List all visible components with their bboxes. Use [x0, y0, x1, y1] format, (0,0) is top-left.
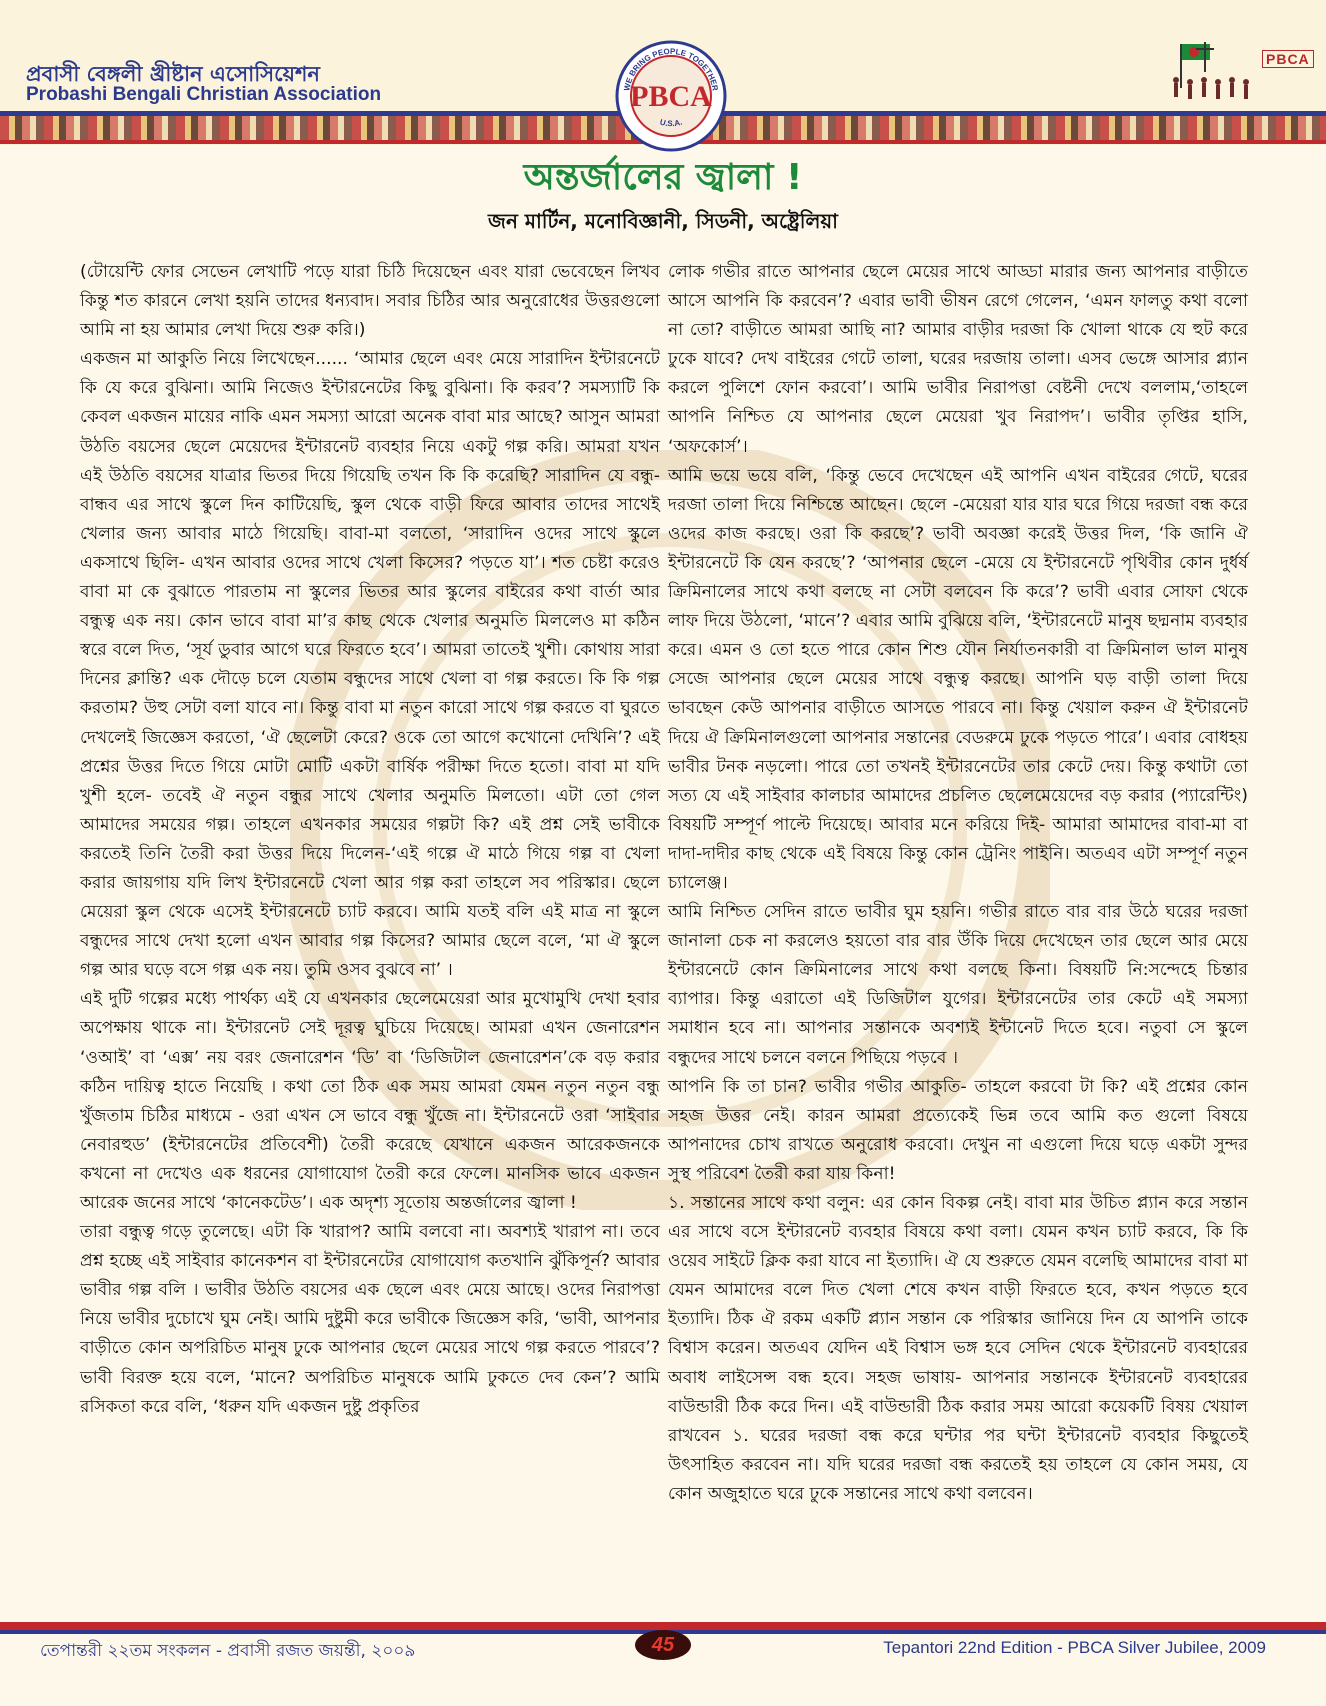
footer-edition-english: Tepantori 22nd Edition - PBCA Silver Jubilee, 2009	[883, 1638, 1266, 1657]
logo-letters: PBCA	[630, 80, 712, 113]
footer-band-red	[0, 1622, 1326, 1630]
right-column	[668, 258, 1248, 1509]
article-title: অন্তর্জালের জ্বালা !	[523, 157, 803, 198]
logo-country: U.S.A.	[658, 117, 684, 129]
paragraph: লোক গভীর রাতে আপনার ছেলে মেয়ের সাথে আড্ডা মারার জন্য আপনার বাড়ীতে আসে আপনি কি করবেন’? এবার ভাবী ভীষন রেগে গেলেন, ‘এমন ফালতু কথা বলো না তো? বাড়ীতে আমরা আছি না? আমার বাড়ীর দরজা কি খোলা থাকে যে হুট করে ঢুকে যাবে? দেখ বাইরের গেটে তালা, ঘরের দরজায় তালা। এসব ভেঙ্গে আসার প্ল্যান করলে পুলিশে ফোন করবো’। আমি ভাবীর নিরাপত্তা বেষ্টনী দেখে বললাম,‘তাহলে আপনি নিশ্চিত যে আপনার ছেলে মেয়েরা খুব নিরাপদ’। ভাবীর তৃপ্তির হাসি, ‘অফকোর্স’।	[668, 262, 1248, 457]
paragraph: একজন মা আকুতি নিয়ে লিখেছেন...... ‘আমার ছেলে এবং মেয়ে সারাদিন ইন্টারনেটে কি যে করে বুঝিনা। আমি নিজেও ইন্টারনেটের কিছু বুঝিনা। কি করব’? সমস্যাটি কি কেবল একজন মায়ের নাকি এমন সমস্যা আরো অনেক বাবা মার আছে? আসুন আমরা উঠতি বয়সের ছেলে মেয়েদের ইন্টারনেট ব্যবহার নিয়ে একটু গল্প করি। আমরা যখন এই উঠতি বয়সের যাত্রার ভিতর দিয়ে গিয়েছি তখন কি কি করেছি? সারাদিন যে বন্ধু-বান্ধব এর সাথে স্কুলে দিন কাটিয়েছি, স্কুল থেকে বাড়ী ফিরে আবার তাদের সাথেই খেলার জন্য আবার মাঠে গিয়েছি। বাবা-মা বলতো, ‘সারাদিন ওদের সাথে স্কুলে একসাথে ছিলি- এখন আবার ওদের সাথে খেলা কিসের? পড়তে যা’। শত চেষ্টা করেও বাবা মা কে বুঝাতে পারতাম না স্কুলের ভিতর আর স্কুলের বাইরের কথা বার্তা আর বন্ধুত্ব এক নয়। কোন ভাবে বাবা মা’র কাছ থেকে খেলার অনুমতি মিললেও মা কঠিন স্বরে বলে দিত, ‘সূর্য ডুবার আগে ঘরে ফিরতে হবে’। আমরা তাতেই খুশী। কোথায় সারা দিনের ক্লান্তি? এক দৌড়ে চলে যেতাম বন্ধুদের সাথে খেলা বা গল্প করতে। কি কি গল্প করতাম? উহু সেটা বলা যাবে না। কিন্তু বাবা মা নতুন কারো সাথে গল্প করতে বা ঘুরতে দেখলেই জিজ্ঞেস করতো, ‘ঐ ছেলেটা কেরে? ওকে তো আগে কখোনো দেখিনি’? এই প্রশ্নের উত্তর দিতে গিয়ে মোটা মোটি একটা বার্ষিক পরীক্ষা দিতে হতো। বাবা মা যদি খুশী হলে- তবেই ঐ নতুন বন্ধুর সাথে খেলার অনুমতি মিলতো। এটা তো গেল আমাদের সময়ের গল্প। তাহলে এখনকার সময়ের গল্পটা কি? এই প্রশ্ন সেই ভাবীকে করতেই তিনি তৈরী করা উত্তর দিয়ে দিলেন-‘এই গল্পে ঐ মাঠে গিয়ে গল্প বা খেলা করার জায়গায় যদি লিখ ইন্টারনেটে খেলা আর গল্প করা তাহলে সব পরিস্কার। ছেলে মেয়েরা স্কুল থেকে এসেই ইন্টারনেটে চ্যাট করবে। আমি যতই বলি এই মাত্র না স্কুলে বন্ধুদের সাথে দেখা হলো এখন আবার গল্প কিসের? আমার ছেলে বলে, ‘মা ঐ স্কুলে গল্প আর ঘড়ে বসে গল্প এক নয়। তুমি ওসব বুঝবে না’ ।	[80, 349, 660, 981]
corner-pbca-tag: PBCA	[1262, 50, 1314, 68]
paragraph: আমি ভয়ে ভয়ে বলি, ‘কিন্তু ভেবে দেখেছেন এই আপনি এখন বাইরের গেটে, ঘরের দরজা তালা দিয়ে নিশ্চিন্তে আছেন। ছেলে -মেয়েরা যার যার ঘরে গিয়ে দরজা বন্ধ করে ওদের কাজ করছে। ওরা কি করছে’? ভাবী অবজ্ঞা করেই উত্তর দিল, ‘কি জানি ঐ ইন্টারনেটে কি যেন করছে’? ‘আপনার ছেলে -মেয়ে যে ইন্টারনেটে পৃথিবীর কোন দুর্ধর্ষ ক্রিমিনালের সাথে কথা বলছে না সেটা বলবেন কি করে’? ভাবী এবার সোফা থেকে লাফ দিয়ে উঠলো, ‘মানে’? এবার আমি বুঝিয়ে বলি, ‘ইন্টারনেটে মানুষ ছদ্মনাম ব্যবহার করে। এমন ও তো হতে পারে কোন শিশু যৌন নির্যাতনকারী বা ক্রিমিনাল ভাল মানুষ সেজে আপনার ছেলে মেয়ের সাথে বন্ধুত্ব করছে। আপনি ঘড় বাড়ী তালা দিয়ে ভাবছেন কেউ আপনার বাড়ীতে আসতে পারবে না। কিন্তু খেয়াল করুন ঐ ইন্টারনেট দিয়ে ঐ ক্রিমিনালগুলো আপনার সন্তানের বেডরুমে ঢুকে পড়তে পারে’। এবার বোধহয় ভাবীর টনক নড়লো। পারে তো তখনই ইন্টারনেটের তার কেটে দেয়। কিন্তু কথাটা তো সত্য যে এই সাইবার কালচার আমাদের প্রচলিত ছেলেমেয়েদের বড় করার (প্যারেন্টিং) বিষয়টি সম্পূর্ণ পাল্টে দিয়েছে। আবার মনে করিয়ে দিই- আমারা আমাদের বাবা-মা বা দাদা-দাদীর কাছ থেকে এই বিষয়ে কিন্তু কোন ট্রেনিং পাইনি। অতএব এটা সম্পূর্ণ নতুন চ্যালেঞ্জ।	[668, 465, 1248, 893]
paragraph: আপনি কি তা চান? ভাবীর গভীর আকুতি- তাহলে করবো টা কি? এই প্রশ্নের কোন সহজ উত্তর নেই। কারন আমরা প্রত্যেকেই ভিন্ন তবে আমি কত গুলো বিষয়ে আপনাদের চোখ রাখতে অনুরোধ করবো। দেখুন না এগুলো দিয়ে ঘড়ে একটা সুন্দর সুস্থ পরিবেশ তৈরী করা যায় কিনা!	[668, 1076, 1248, 1184]
paragraph: (টোয়েন্টি ফোর সেভেন লেখাটি পড়ে যারা চিঠি দিয়েছেন এবং যারা ভেবেছেন লিখব কিন্তু শত কারনে লেখা হয়নি তাদের ধন্যবাদ। সবার চিঠির আর অনুরোধের উত্তরগুলো আমি না হয় আমার লেখা দিয়ে শুরু করি।)	[80, 262, 660, 341]
footer-edition-bengali: তেপান্তরী ২২তম সংকলন - প্রবাসী রজত জয়ন্তী, ২০০৯	[40, 1641, 416, 1661]
org-name-english: Probashi Bengali Christian Association	[26, 84, 382, 105]
pbca-logo	[615, 40, 727, 152]
paragraph: ১. সন্তানের সাথে কথা বলুন: এর কোন বিকল্প নেই। বাবা মার উচিত প্ল্যান করে সন্তান এর সাথে বসে ইন্টারনেট ব্যবহার বিষয়ে কথা বলা। যেমন কখন চ্যাট করবে, কি কি ওয়েব সাইটে ক্লিক করা যাবে না ইত্যাদি। ঐ যে শুরুতে যেমন বলেছি আমাদের বাবা মা যেমন আমাদের বলে দিত খেলা শেষে কখন বাড়ী ফিরতে হবে, কখন পড়তে হবে ইত্যাদি। ঠিক ঐ রকম একটি প্ল্যান সন্তান কে পরিস্কার জানিয়ে দিন যে আপনি তাকে বিশ্বাস করেন। অতএব যেদিন এই বিশ্বাস ভঙ্গ হবে সেদিন থেকে ইন্টারনেট ব্যবহারের অবাধ লাইসেন্স বন্ধ হবে। সহজ ভাষায়- আপনার সন্তানকে ইন্টারনেট ব্যবহারের বাউন্ডারী ঠিক করে দিন। এই বাউন্ডারী ঠিক করার সময় আরো কয়েকটি বিষয় খেয়াল রাখবেন ১. ঘরের দরজা বন্ধ করে ঘন্টার পর ঘন্টা ইন্টারনেট ব্যবহার কিছুতেই উৎসাহিত করবেন না। যদি ঘরের দরজা বন্ধ করতেই হয় তাহলে যে কোন সময়, যে কোন অজুহাতে ঘরে ঢুকে সন্তানের সাথে কথা বলবেন।	[668, 1193, 1248, 1504]
logo-ring-text: WE BRING PEOPLE TOGETHER	[622, 46, 720, 92]
page-number: 45	[635, 1630, 691, 1660]
paragraph: তারা বন্ধুত্ব গড়ে তুলেছে। এটা কি খারাপ? আমি বলবো না। অবশ্যই খারাপ না। তবে প্রশ্ন হচ্ছে এই সাইবার কানেকশন বা ইন্টারনেটের যোগাযোগ কতখানি ঝুঁকিপূর্ন? আবার ভাবীর গল্প বলি । ভাবীর উঠতি বয়সের এক ছেলে এবং মেয়ে আছে। ওদের নিরাপত্তা নিয়ে ভাবীর দুচোখে ঘুম নেই। আমি দুষ্টুমী করে ভাবীকে জিজ্ঞেস করি, ‘ভাবী, আপনার বাড়ীতে কোন অপরিচিত মানুষ ঢুকে আপনার ছেলে মেয়ের সাথে গল্প করতে পারবে’? ভাবী বিরক্ত হয়ে বলে, ‘মানে? অপরিচিত মানুষকে আমি ঢুকতে দেব কেন’? আমি রসিকতা করে বলি, ‘ধরুন যদি একজন দুষ্টু প্রকৃতির	[80, 1222, 660, 1417]
left-column	[80, 258, 660, 1422]
org-name-bengali: প্রবাসী বেঙ্গলী খ্রীষ্টান এসোসিয়েশন	[26, 62, 320, 86]
article-byline: জন মার্টিন, মনোবিজ্ঞানী, সিডনী, অষ্ট্রেলিয়া	[488, 209, 838, 233]
paragraph: এই দুটি গল্পের মধ্যে পার্থক্য এই যে এখনকার ছেলেমেয়েরা আর মুখোমুখি দেখা হবার অপেক্ষায় থাকে না। ইন্টারনেট সেই দূরত্ব ঘুচিয়ে দিয়েছে। আমরা এখন জেনারেশন ‘ওআই’ বা ‘এক্স’ নয় বরং জেনারেশন ‘ডি’ বা ‘ডিজিটাল জেনারেশন’কে বড় করার কঠিন দায়িত্ব হাতে নিয়েছি । কথা তো ঠিক এক সময় আমরা যেমন নতুন নতুন বন্ধু খুঁজতাম চিঠির মাধ্যমে - ওরা এখন সে ভাবে বন্ধু খুঁজে না। ইন্টারনেটে ওরা ‘সাইবার নেবারহুড’ (ইন্টারনেটের প্রতিবেশী) তৈরী করেছে যেখানে একজন আরেকজনকে কখনো না দেখেও এক ধরনের যোগাযোগ তৈরী করে ফেলে। মানসিক ভাবে একজন আরেক জনের সাথে ‘কানেকটেড’। এক অদৃশ্য সূতোয় অন্তর্জালের জ্বালা !	[80, 989, 660, 1213]
paragraph: আমি নিশ্চিত সেদিন রাতে ভাবীর ঘুম হয়নি। গভীর রাতে বার বার উঠে ঘরের দরজা জানালা চেক না করলেও হয়তো বার বার উঁকি দিয়ে দেখেছেন তার ছেলে আর মেয়ে ইন্টারনেটে কোন ক্রিমিনালের সাথে কথা বলছে কিনা। বিষয়টি নি:সন্দেহে চিন্তার ব্যাপার। কিন্তু এরাতো এই ডিজিটাল যুগের। ইন্টারনেটের তার কেটে এই সমস্যা সমাধান হবে না। আপনার সন্তানকে অবশ্যই ইন্টানেট দিতে হবে। নতুবা সে স্কুলে বন্ধুদের সাথে চলনে বলনে পিছিয়ে পড়বে ।	[668, 902, 1248, 1068]
